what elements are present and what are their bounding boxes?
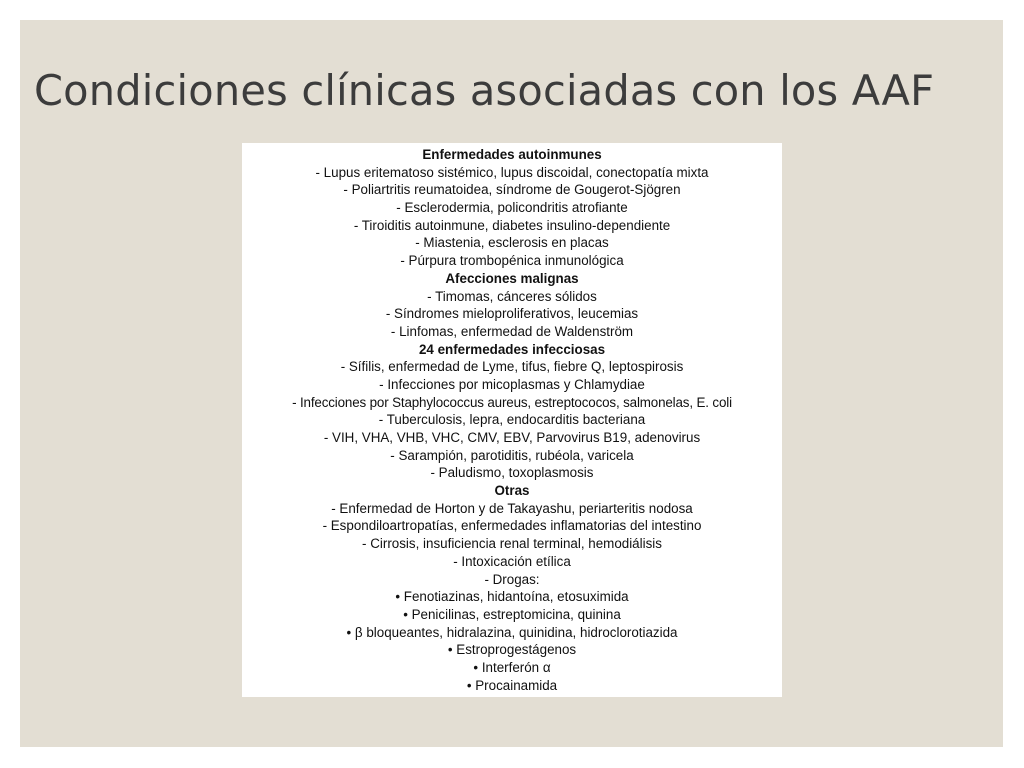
condition-line: - Tiroiditis autoinmune, diabetes insulino-dependiente bbox=[353, 217, 671, 233]
condition-line: - Espondiloartropatías, enfermedades inflamatorias del intestino bbox=[322, 518, 702, 534]
slide-title: Condiciones clínicas asociadas con los AAF bbox=[34, 66, 935, 115]
conditions-table-image bbox=[242, 143, 782, 697]
condition-line: - Drogas: bbox=[484, 571, 540, 587]
section-heading: 24 enfermedades infecciosas bbox=[418, 341, 606, 357]
condition-line: - Timomas, cánceres sólidos bbox=[427, 288, 597, 304]
condition-line: - Púrpura trombopénica inmunológica bbox=[400, 253, 624, 269]
section-heading: Otras bbox=[494, 483, 530, 499]
section-heading: Enfermedades autoinmunes bbox=[422, 147, 602, 162]
condition-line: - Sarampión, parotiditis, rubéola, varicela bbox=[390, 447, 634, 463]
condition-line: - Sífilis, enfermedad de Lyme, tifus, fiebre Q, leptospirosis bbox=[340, 359, 684, 375]
condition-line: • Fenotiazinas, hidantoína, etosuximida bbox=[395, 589, 629, 605]
condition-line: - Infecciones por micoplasmas y Chlamydiae bbox=[379, 376, 645, 392]
slide-background bbox=[20, 20, 1003, 747]
condition-line: - Síndromes mieloproliferativos, leucemias bbox=[385, 306, 639, 322]
condition-line: - VIH, VHA, VHB, VHC, CMV, EBV, Parvovirus B19, adenovirus bbox=[323, 430, 701, 445]
condition-line: - Intoxicación etílica bbox=[453, 553, 571, 569]
condition-line: - Enfermedad de Horton y de Takayashu, periarteritis nodosa bbox=[331, 500, 693, 516]
condition-line: - Miastenia, esclerosis en placas bbox=[415, 235, 609, 251]
condition-line: • Interferón α bbox=[473, 659, 551, 675]
condition-line: - Tuberculosis, lepra, endocarditis bacteriana bbox=[378, 412, 646, 428]
condition-line: - Cirrosis, insuficiencia renal terminal, hemodiálisis bbox=[362, 536, 662, 552]
condition-line: • Estroprogestágenos bbox=[447, 642, 577, 658]
condition-line: - Lupus eritematoso sistémico, lupus discoidal, conectopatía mixta bbox=[315, 164, 709, 180]
condition-line: - Linfomas, enfermedad de Waldenström bbox=[390, 323, 634, 339]
condition-line: • Procainamida bbox=[466, 677, 558, 693]
condition-line: • β bloqueantes, hidralazina, quinidina, hidroclorotiazida bbox=[346, 624, 678, 640]
condition-line: - Esclerodermia, policondritis atrofiante bbox=[396, 200, 628, 216]
condition-line: - Infecciones por Staphylococcus aureus, estreptococos, salmonelas, E. coli bbox=[292, 394, 732, 410]
condition-line: - Poliartritis reumatoidea, síndrome de Gougerot-Sjögren bbox=[343, 182, 681, 198]
condition-line: • Penicilinas, estreptomicina, quinina bbox=[403, 606, 621, 622]
section-heading: Afecciones malignas bbox=[445, 270, 579, 286]
condition-line: - Paludismo, toxoplasmosis bbox=[430, 465, 594, 481]
